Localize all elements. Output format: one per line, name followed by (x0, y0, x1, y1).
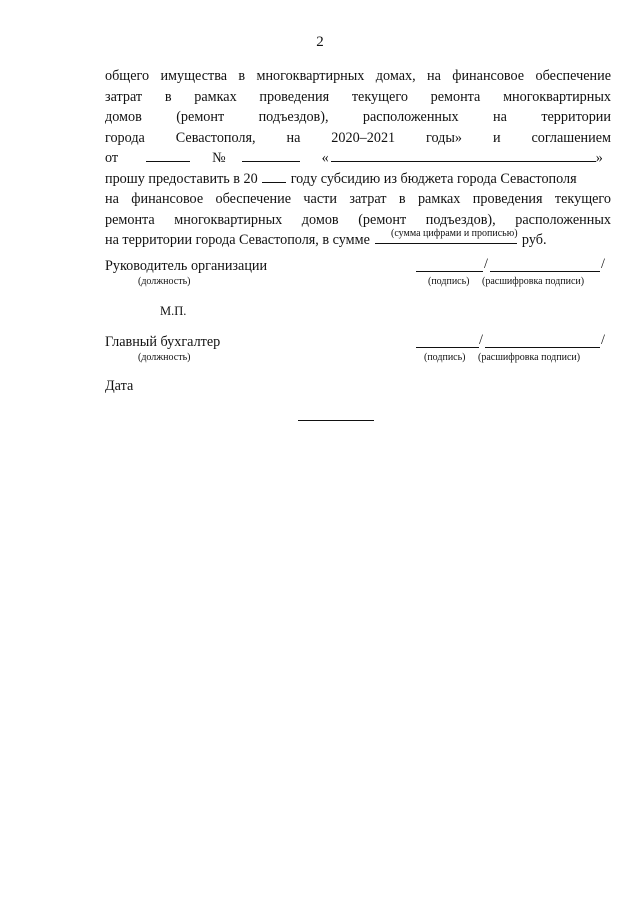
head-decode-field[interactable] (490, 258, 600, 272)
paragraph-line-2 (105, 87, 611, 108)
word: на (493, 109, 507, 125)
word: 2020–2021 (331, 129, 396, 146)
from-label: от (105, 150, 119, 166)
paragraph-line-3 (105, 107, 611, 128)
paragraph-line-9 (105, 230, 611, 251)
seal-label: М.П. (160, 304, 187, 318)
word: соглашением (531, 129, 611, 146)
paragraph-line-1: общего имущества в многоквартирных домах, на финансовое обеспечение (105, 68, 611, 84)
word: расположенных (362, 109, 459, 125)
agreement-number-field[interactable] (242, 148, 300, 162)
number-sign: № (212, 150, 226, 166)
accountant-decode-caption: (расшифровка подписи) (478, 352, 581, 363)
amount-text: на территории города Севастополя, в сумме (105, 232, 370, 248)
word: годы» (426, 129, 463, 146)
quote-open: « (321, 150, 329, 166)
currency-label: руб. (521, 232, 547, 248)
word: в (164, 88, 172, 105)
word: Севастополя, (175, 129, 256, 146)
head-signature-field[interactable] (416, 258, 483, 272)
paragraph-line-7: на финансовое обеспечение части затрат в рамках проведения текущего (105, 191, 611, 207)
word: ремонта (430, 88, 481, 105)
word: проведения (259, 88, 330, 105)
head-slash-1: / (484, 256, 488, 272)
word: многоквартирных (503, 88, 611, 105)
head-decode-caption: (расшифровка подписи) (482, 276, 585, 287)
end-of-document-divider (298, 420, 374, 421)
accountant-position-caption: (должность) (138, 352, 191, 363)
agreement-name-field[interactable] (331, 148, 596, 162)
word: территории (541, 109, 611, 125)
accountant-slash-1: / (479, 332, 483, 348)
agreement-date-field[interactable] (146, 148, 190, 162)
word: подъездов), (258, 109, 329, 125)
accountant-signature-field[interactable] (416, 334, 479, 348)
head-sign-caption: (подпись) (428, 276, 470, 287)
paragraph-line-5 (105, 148, 611, 169)
word: рамках (194, 88, 237, 105)
page-number: 2 (316, 34, 324, 50)
paragraph-line-6 (105, 169, 611, 190)
word: домов (105, 109, 142, 125)
paragraph-line-8: ремонта многоквартирных домов (ремонт подъездов), расположенных (105, 211, 611, 228)
word: на (286, 129, 301, 146)
accountant-slash-2: / (601, 332, 605, 348)
paragraph-line-4 (105, 128, 611, 149)
request-text-cont: году субсидию из бюджета города Севастополя (290, 170, 577, 187)
quote-close: » (595, 150, 603, 166)
accountant-sign-caption: (подпись) (424, 352, 466, 363)
head-slash-2: / (601, 256, 605, 272)
request-text: прошу предоставить в 20 (105, 170, 258, 187)
word: затрат (105, 88, 143, 105)
head-title: Руководитель организации (105, 258, 268, 274)
word: и (492, 129, 501, 146)
amount-caption: (сумма цифрами и прописью) (391, 228, 518, 239)
head-position-caption: (должность) (138, 276, 191, 287)
word: города (105, 129, 145, 146)
year-field[interactable] (262, 169, 286, 183)
application-paragraph (105, 66, 611, 251)
accountant-title: Главный бухгалтер (105, 334, 221, 350)
date-label: Дата (105, 378, 134, 394)
accountant-decode-field[interactable] (485, 334, 600, 348)
word: текущего (351, 88, 408, 105)
word: (ремонт (176, 109, 225, 125)
